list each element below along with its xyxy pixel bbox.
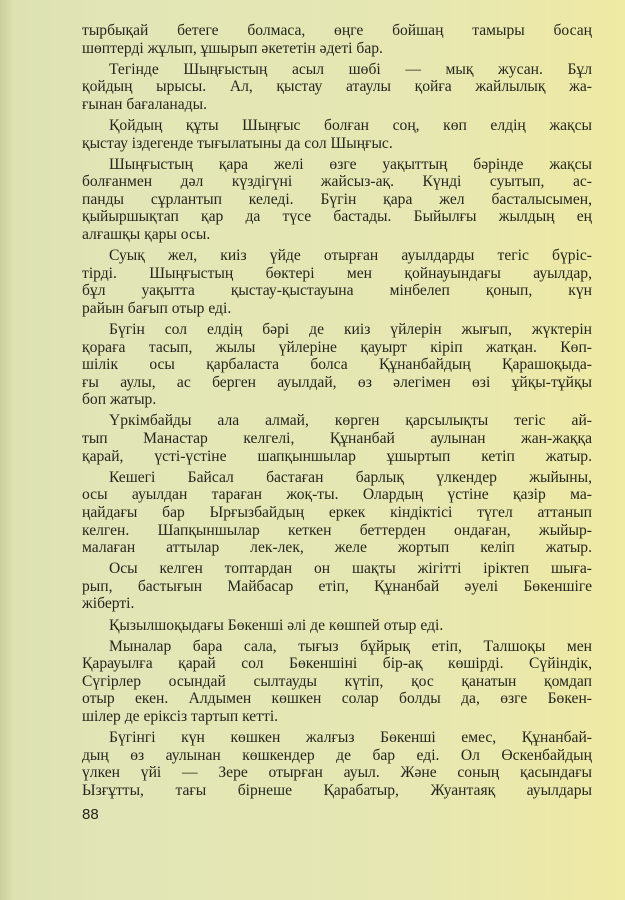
text-line: алғашқы қары осы. <box>82 226 211 244</box>
text-line: Қарауылға қарай сол Бөкеншіні бір-ақ көшірді. Сүйіндік, <box>82 655 592 673</box>
text-line: Кешегі Байсал бастаған барлық үлкендер жыйыны, <box>109 468 592 486</box>
text-line: рып, бастығын Майбасар етіп, Құнанбай әуелі Бөкеншіге <box>82 577 592 595</box>
text-line: қораға тасып, жылы үйлеріне қауырт кіріп жатқан. Көп- <box>82 338 592 356</box>
paragraph <box>82 617 592 635</box>
page-number: 88 <box>82 806 99 823</box>
page-body <box>82 22 592 799</box>
paragraph <box>82 469 592 557</box>
text-line: қыйыршықтап қар да түсе бастады. Быйылғы жылдың ең <box>82 208 592 226</box>
text-line: қарай, үсті-үстіне шапқыншылар ұшыртып кетіп жатыр. <box>82 447 592 465</box>
text-line: Қойдың құты Шыңғыс болған соң, көп елдің жақсы <box>109 116 592 134</box>
text-line: ңайдағы бар Ырғызбайдың еркек кіндіктісі түгел аттанып <box>82 503 592 521</box>
text-line: малаған аттылар лек-лек, желе жортып келіп жатыр. <box>82 539 592 557</box>
text-line: шілік осы қарбаласта болса Құнанбайдың Қарашоқыда- <box>82 356 592 374</box>
text-line: Суық жел, киіз үйде отырған ауылдарды тегіс бүріс- <box>109 247 592 265</box>
paragraph <box>82 729 592 799</box>
text-line: тірді. Шыңғыстың бөктері мен қойнауындағы ауылдар, <box>82 264 592 282</box>
text-line: жіберті. <box>82 595 135 613</box>
text-line: Қызылшоқыдағы Бөкенші әлі де көшпей отыр еді. <box>109 616 444 634</box>
paragraph <box>82 638 592 726</box>
text-line: Осы келген топтардан он шақты жігітті іріктеп шыға- <box>109 560 592 578</box>
text-line: келген. Шапқыншылар кеткен беттерден ондаған, жыйыр- <box>82 521 592 539</box>
text-line: Мыналар бара сала, тығыз бұйрық етіп, Талшоқы мен <box>109 637 592 655</box>
text-line: болғанмен дәл күздігүні жайсыз-ақ. Күнді суытып, ас- <box>82 173 592 191</box>
text-line: отыр екен. Алдымен көшкен солар болды да, өзге Бөкен- <box>82 690 592 708</box>
text-line: Бүгінгі күн көшкен жалғыз Бөкенші емес, Құнанбай- <box>109 729 592 747</box>
paragraph <box>82 117 592 152</box>
text-line: қойдың ырысы. Ал, қыстау атаулы қойға жайлылық жа- <box>82 78 592 96</box>
paragraph <box>82 61 592 114</box>
text-line: дың өз аулынан көшкендер де бар еді. Ол Өскенбайдың <box>82 746 592 764</box>
paragraph <box>82 22 592 57</box>
text-line: Бүгін сол елдің бәрі де киіз үйлерін жығып, жүктерін <box>109 321 592 338</box>
text-line: ғы аулы, ас берген ауылдай, өз әлегімен өзі ұйқы-тұйқы <box>82 373 592 391</box>
paragraph <box>82 247 592 317</box>
text-line: шілер де еріксіз тартып кетті. <box>82 707 279 725</box>
text-line: панды сұрлантып келеді. Бүгін қара жел басталысымен, <box>82 190 592 208</box>
text-line: боп жатыр. <box>82 391 157 409</box>
paragraph <box>82 560 592 613</box>
paragraph <box>82 321 592 409</box>
text-line: Үркімбайды ала алмай, көрген қарсылықты тегіс ай- <box>109 412 592 430</box>
text-line: Шыңғыстың қара желі өзге уақыттың бәрінде жақсы <box>109 155 592 173</box>
text-line: Ызғұтты, тағы бірнеше Қарабатыр, Жуантаяқ ауылдары <box>82 781 592 799</box>
text-line: Тегінде Шыңғыстың асыл шөбі — мық жусан. Бұл <box>109 60 592 78</box>
text-line: үлкен үйі — Зере отырған ауыл. Және соның қасындағы <box>82 764 592 782</box>
paragraph <box>82 412 592 465</box>
paragraph <box>82 156 592 244</box>
text-line: тырбықай бетеге болмаса, өңге бойшаң тамыры босаң <box>82 22 592 39</box>
text-line: ғынан бағаланады. <box>82 95 207 113</box>
text-line: Сүгірлер осындай сылтауды күтіп, қос қанатын қомдап <box>82 672 592 690</box>
text-line: райын бағып отыр еді. <box>82 299 232 317</box>
text-line: осы ауылдан тараған жоқ-ты. Олардың үстіне қазір ма- <box>82 486 592 504</box>
text-line: бұл уақытта қыстау-қыстауына мінбелеп қонып, күн <box>82 282 592 300</box>
text-line: қыстау іздегенде тығылатыны да сол Шыңғыс. <box>82 134 393 152</box>
text-line: шөптерді жұлып, ұшырып әкететін әдеті бар. <box>82 39 383 57</box>
text-line: тып Манастар келгелі, Құнанбай аулынан жан-жаққа <box>82 430 592 448</box>
